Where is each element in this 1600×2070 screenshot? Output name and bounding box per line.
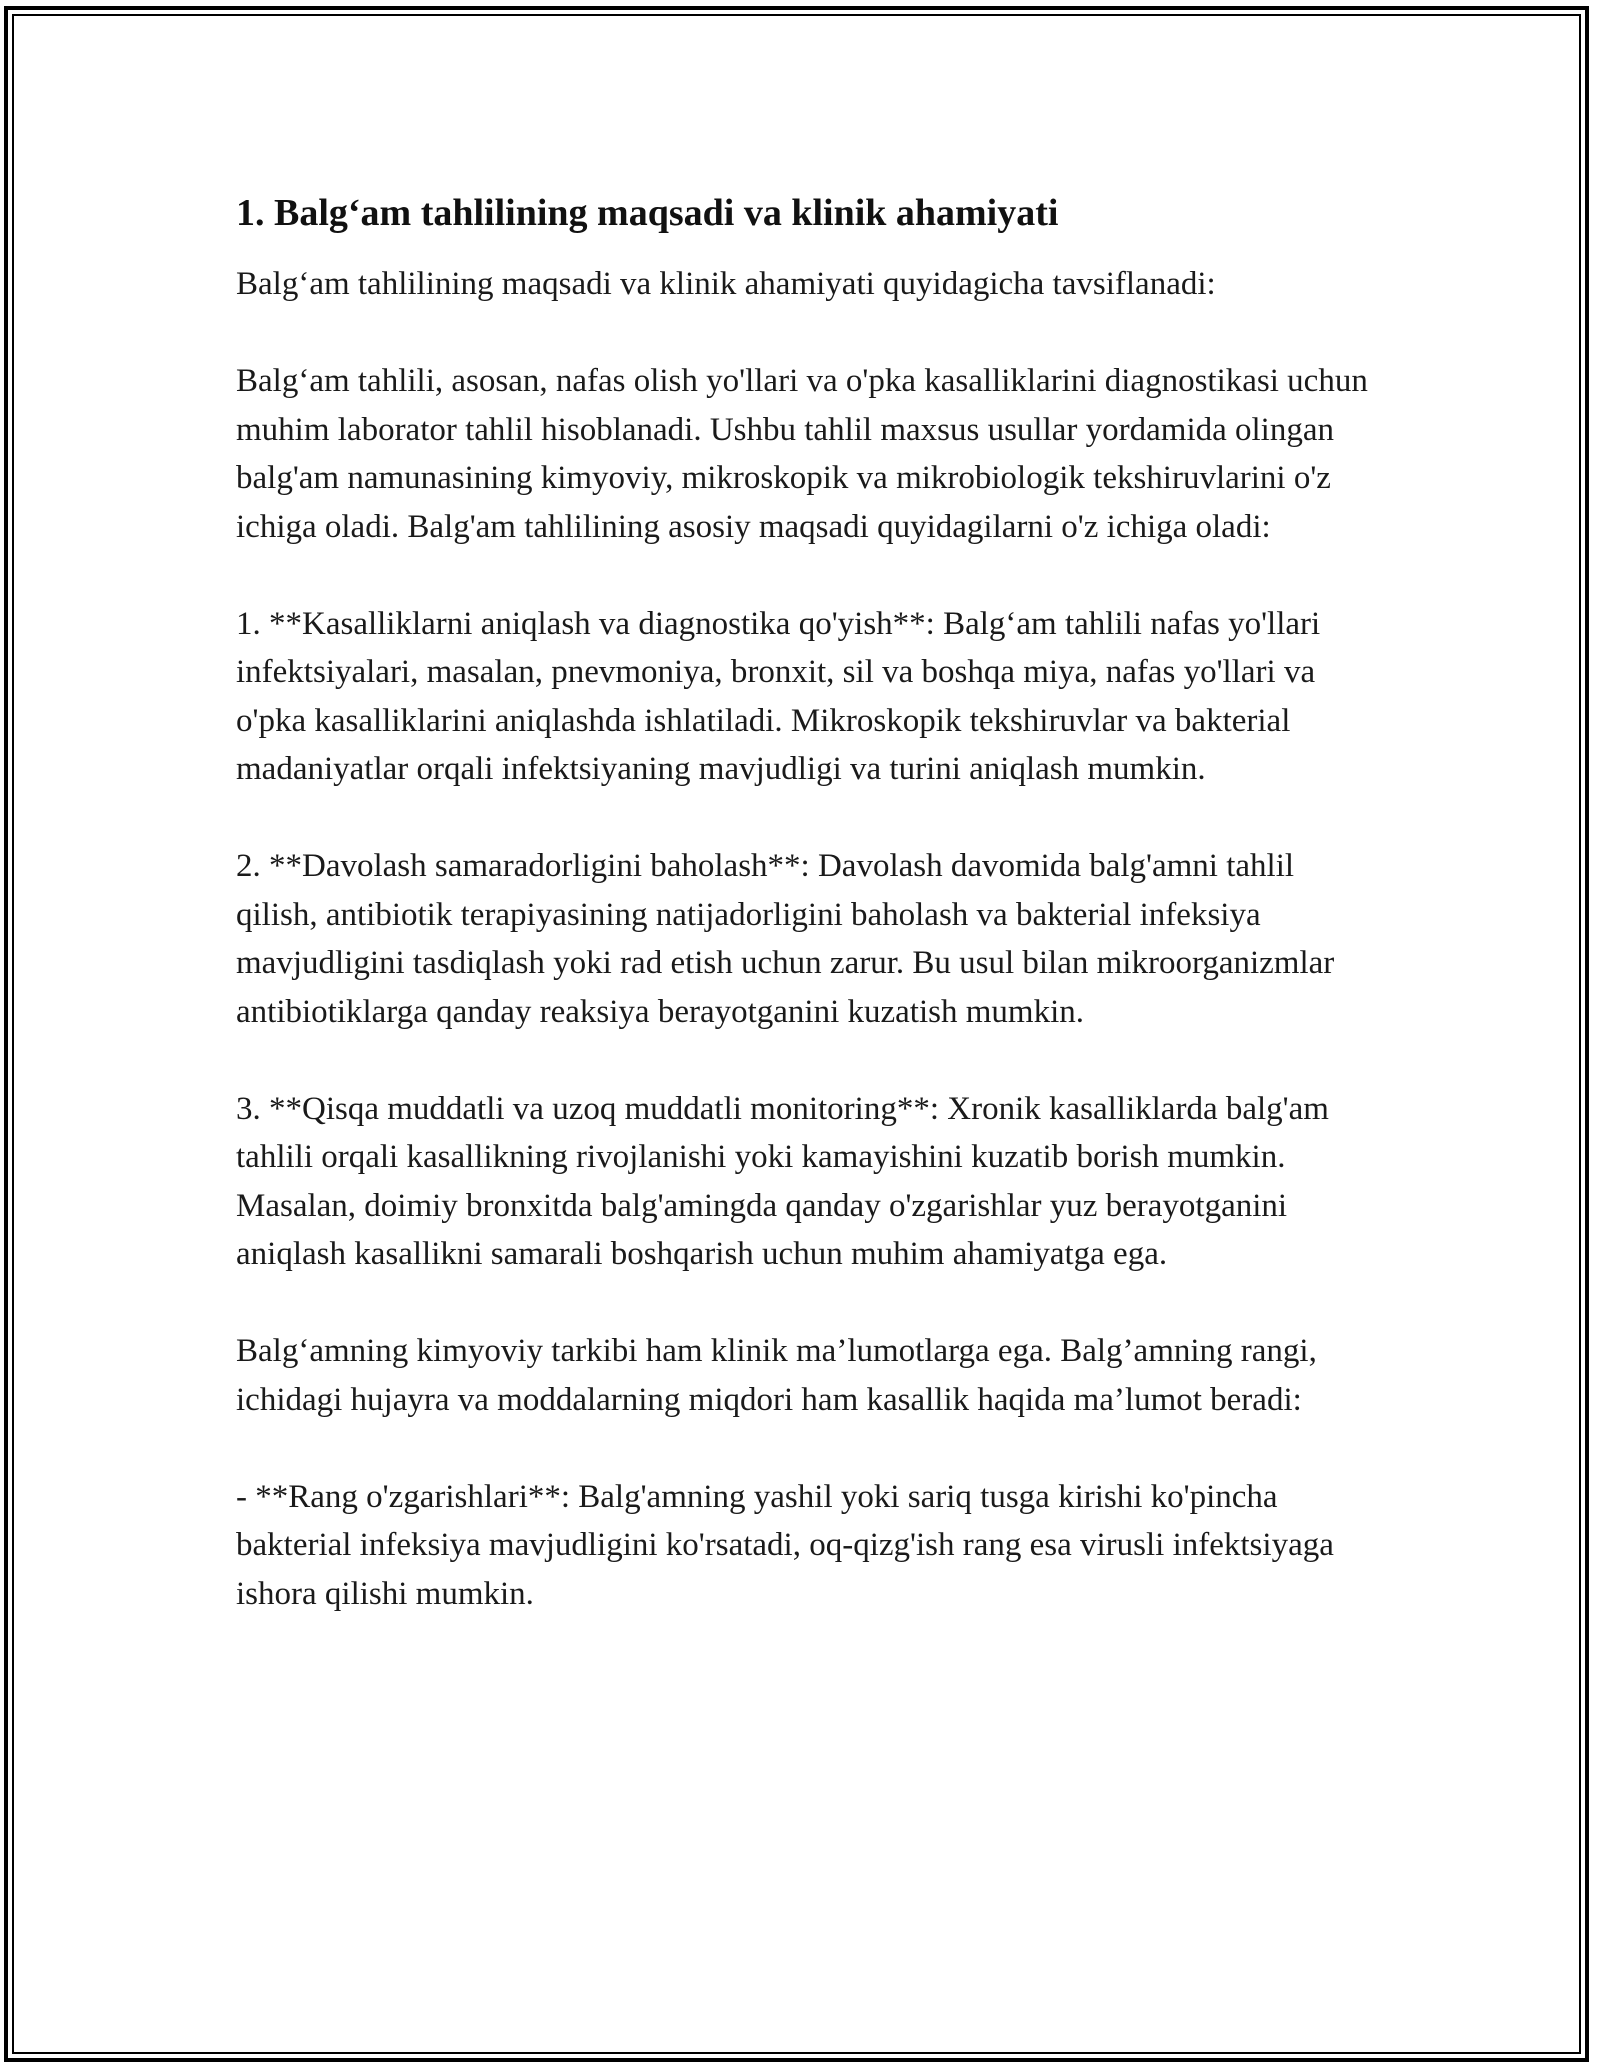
list-item-treatment: 2. **Davolash samaradorligini baholash**: Davolash davomida balg'amni tahlil qilish, antibiotik terapiyasining natijadorligini baholash va bakterial infeksiya mavjudligini tasdiqlash yoki rad etish uchun zarur. Bu usul bilan mikroorganizmlar antibiotiklarga qanday reaksiya berayotganini kuzatish mumkin. <box>236 848 1335 1030</box>
bullet-color-changes: - **Rang o'zgarishlari**: Balg'amning yashil yoki sariq tusga kirishi ko'pincha bakterial infeksiya mavjudligini ko'rsatadi, oq-qizg'ish rang esa virusli infektsiyaga ishora qilishi mumkin. <box>236 1478 1334 1612</box>
intro-paragraph: Balg‘am tahlilining maqsadi va klinik ahamiyati quyidagicha tavsiflanadi: <box>236 266 1216 302</box>
list-item-monitoring: 3. **Qisqa muddatli va uzoq muddatli monitoring**: Xronik kasalliklarda balg'am tahlili orqali kasallikning rivojlanishi yoki kamayishini kuzatib borish mumkin. Masalan, doimiy bronxitda balg'amingda qanday o'zgarishlar yuz berayotganini aniqlash kasallikni samarali boshqarish uchun muhim ahamiyatga ega. <box>236 1090 1329 1272</box>
document-body <box>236 188 1376 1667</box>
list-item-diagnosis: 1. **Kasalliklarni aniqlash va diagnostika qo'yish**: Balg‘am tahlili nafas yo'llari infektsiyalari, masalan, pnevmoniya, bronxit, sil va boshqa miya, nafas yo'llari va o'pka kasalliklarini aniqlashda ishlatiladi. Mikroskopik tekshiruvlar va bakterial madaniyatlar orqali infektsiyaning mavjudligi va turini aniqlash mumkin. <box>236 605 1321 787</box>
section-heading: 1. Balg‘am tahlilining maqsadi va klinik ahamiyati <box>236 192 1059 234</box>
chemical-composition-paragraph: Balg‘amning kimyoviy tarkibi ham klinik ma’lumotlarga ega. Balg’amning rangi, ichidagi hujayra va moddalarning miqdori ham kasallik haqida ma’lumot beradi: <box>236 1333 1317 1418</box>
overview-paragraph: Balg‘am tahlili, asosan, nafas olish yo'llari va o'pka kasalliklarini diagnostikasi uchun muhim laborator tahlil hisoblanadi. Ushbu tahlil maxsus usullar yordamida olingan balg'am namunasining kimyoviy, mikroskopik va mikrobiologik tekshiruvlarini o'z ichiga oladi. Balg'am tahlilining asosiy maqsadi quyidagilarni o'z ichiga oladi: <box>236 363 1368 545</box>
